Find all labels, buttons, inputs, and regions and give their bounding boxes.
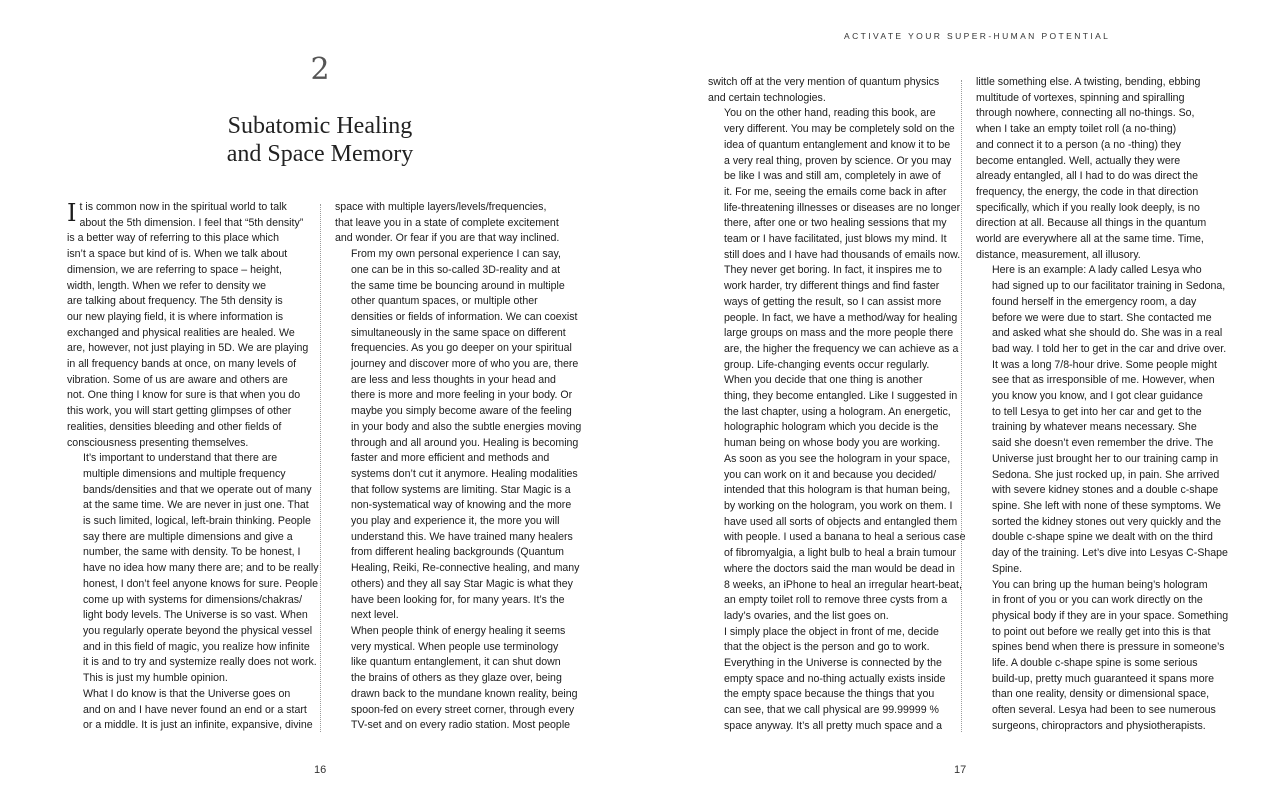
text-line: As soon as you see the hologram in your space, [724,452,951,465]
text-line: come up with systems for dimensions/chakras/ [83,593,303,606]
text-line: other quantum spaces, or multiple other [351,295,538,308]
text-line: life. A double c-shape spine is some serious [992,657,1198,670]
text-line: switch off at the very mention of quantum physics [708,76,940,88]
text-line: is a better way of referring to this place which [67,232,279,245]
text-line: work harder, try different things and find faster [724,280,940,293]
text-line: spines bend when there is pressure in someone’s [992,641,1225,654]
text-line: Universe just brought her to our training camp in [992,452,1219,465]
text-line: physical body if they are in your space. Something [992,609,1229,622]
left-page-column-2 [335,200,582,734]
text-line: before we were due to start. She contacted me [992,311,1212,324]
text-line: and certain technologies. [708,91,826,104]
paragraph [335,200,575,247]
text-line: our new playing field, it is where information is [67,310,284,323]
paragraph [708,373,966,624]
text-line: multitude of vortexes, spinning and spiralling [976,91,1185,104]
text-line: had signed up to our facilitator training in Sedona, [992,280,1226,293]
text-line: very mystical. When people use terminology [351,640,559,653]
text-line: team or I have facilitated, just blows my mind. It [724,233,947,246]
text-line: very different. You may be completely sold on the [724,123,955,136]
text-line: multiple dimensions and multiple frequency [83,467,286,480]
left-page-column-1 [67,199,319,734]
text-line: Here is an example: A lady called Lesya who [992,264,1202,277]
paragraph [335,624,578,734]
text-line: see that as irresponsible of me. However, when [992,374,1215,387]
text-line: direction at all. Because all things in the quantum [976,217,1207,230]
text-line: the brains of others as they glaze over, being [351,672,562,685]
text-line: are, the higher the frequency we can achieve as a [724,342,959,355]
paragraph [335,247,582,624]
text-line: frequency, the energy, the code in that direction [976,185,1199,198]
text-line: say there are multiple dimensions and give a [83,530,293,543]
text-line: surgeons, chiropractors and physiotherapists. [992,719,1206,732]
chapter-title-line: and Space Memory [226,141,414,167]
text-line: and wonder. Or fear if you are that way inclined. [335,232,560,245]
text-line: to tell Lesya to get into her car and get to the [992,405,1202,418]
text-line: be like I was and still am, completely in awe of [724,170,941,183]
text-line: bad way. I told her to get in the car and drive over. [992,342,1227,355]
text-line: like quantum entanglement, it can shut down [351,656,561,669]
text-line: you play and experience it, the more you will [351,515,560,528]
text-line: Spine. [992,562,1023,575]
text-line: It’s important to understand that there are [83,452,278,465]
text-line: are talking about frequency. The 5th density is [67,295,283,308]
text-line: in your body and also the subtle energies moving [351,420,582,433]
text-line: from different healing backgrounds (Quantum [351,546,564,559]
text-line: it is and to try and systemize really does not work. [83,656,317,669]
text-line: consciousness presenting themselves. [67,436,249,449]
text-line: found herself in the emergency room, a day [992,295,1197,308]
paragraph [708,75,948,106]
text-line: about the 5th dimension. I feel that “5th density” [79,216,304,229]
text-line: become entangled. Well, actually they were [976,154,1181,167]
text-line: They never get boring. In fact, it inspires me to [724,264,942,277]
paragraph [976,75,1216,263]
text-line: Healing, Reiki, Re-connective healing, and many [351,562,580,575]
text-line: in front of you or you can work directly on the [992,594,1203,607]
text-line: a very real thing, proven by science. Or you may [724,154,952,167]
paragraph [976,263,1228,577]
text-line: When people think of energy healing it seems [351,624,566,637]
text-line: specifically, which if you really look deeply, is no [976,201,1200,214]
text-line: group. Life-changing events occur regularly. [724,358,930,371]
text-line: sorted the kidney stones out very quickly and the [992,515,1222,528]
text-line: next level. [351,609,399,622]
text-line: honest, I don’t feel anyone knows for sure. People [83,577,318,590]
text-line: vibration. Some of us are aware and others are [67,373,288,386]
text-line: the same time be bouncing around in multiple [351,279,565,292]
column-divider [320,204,321,732]
text-line: This is just my humble opinion. [83,672,228,685]
text-line: of fibromyalgia, a light bulb to heal a brain tumour [724,547,957,560]
text-line: there is more and more feeling in your body. Or [351,389,573,402]
text-line: are less and less thoughts in your head and [351,373,556,386]
text-line: holographic hologram which you decide is the [724,421,939,434]
page-number-right: 17 [954,764,967,776]
text-line: through nowhere, connecting all no-things. So, [976,107,1195,120]
text-line: large groups on mass and the more people there [724,327,954,340]
text-line: journey and discover more of who you are, there [351,358,579,371]
text-line: and on and I have never found an end or a start [83,703,307,716]
text-line: dimension, we are referring to space – height, [67,263,282,276]
text-line: there, after one or two healing sessions that my [724,217,947,230]
text-line: human being on whose body you are working. [724,437,941,450]
paragraph [67,200,307,451]
text-line: empty space and no-thing actually exists inside [724,672,946,685]
text-line: in all frequency bands at once, on many levels of [67,358,297,371]
text-line: one can be in this so-called 3D-reality and at [351,263,561,276]
text-line: bands/densities and that we operate out of many [83,483,312,496]
chapter-title-line: Subatomic Healing [227,113,413,139]
text-line: TV-set and on every radio station. Most people [351,719,571,732]
text-line: often several. Lesya had been to see numerous [992,704,1216,717]
text-line: and asked what she should do. She was in a real [992,327,1223,340]
text-line: people. In fact, we have a method/way for healing [724,311,958,324]
text-line: or a middle. It is just an infinite, expansive, divine [83,719,313,732]
chapter-title [0,112,640,168]
text-line: t is common now in the spiritual world to talk [79,201,287,213]
text-line: idea of quantum entanglement and know it to be [724,138,951,151]
text-line: distance, measurement, all illusory. [976,248,1141,261]
text-line: is such limited, logical, left-brain thinking. People [83,515,311,528]
text-line: When you decide that one thing is another [724,374,923,387]
text-line: thing, they become entangled. Like I suggested in [724,390,958,403]
text-line: densities or fields of information. We can coexist [351,310,578,323]
text-line: non-systematical way of knowing and the more [351,499,572,512]
text-line: simultaneously in the same space on different [351,326,566,339]
text-line: drawn back to the mundane known reality, being [351,687,578,700]
text-line: I simply place the object in front of me, decide [724,625,939,638]
text-line: that the object is the person and go to work. [724,641,930,654]
text-line: space with multiple layers/levels/frequencies, [335,201,547,213]
text-line: you can work on it and because you decided/ [724,468,937,481]
text-line: the last chapter, using a hologram. An energetic, [724,405,951,418]
text-line: that leave you in a state of complete excitement [335,216,559,229]
text-line: You on the other hand, reading this book, are [724,107,936,120]
right-page-column-1 [708,75,966,735]
column-divider [961,80,962,732]
text-line: space anyway. It’s all pretty much space and a [724,719,943,732]
text-line: already entangled, all I had to do was direct the [976,170,1199,183]
text-line: lady’s ovaries, and the list goes on. [724,609,889,622]
text-line: with people. I used a banana to heal a serious case [724,531,966,544]
text-line: others) and they all say Star Magic is what they [351,577,573,590]
text-line: you regularly operate beyond the physical vessel [83,624,313,637]
paragraph [708,625,948,735]
text-line: through and all around you. Healing is becoming [351,436,579,449]
text-line: You can bring up the human being’s hologram [992,578,1208,591]
text-line: faster and more efficient and methods and [351,452,550,465]
text-line: little something else. A twisting, bending, ebbing [976,76,1201,88]
paragraph [708,106,961,373]
text-line: are, however, not just playing in 5D. We are playing [67,342,309,355]
text-line: light body levels. The Universe is so vast. When [83,609,308,622]
text-line: From my own personal experience I can say, [351,248,562,261]
chapter-number: 2 [310,52,330,87]
paragraph [976,578,1229,735]
drop-cap: I [67,199,77,227]
text-line: have used all sorts of objects and entangled them [724,515,958,528]
page-number-left: 16 [314,764,327,776]
text-line: by working on the hologram, you work on them. I [724,499,953,512]
text-line: said she doesn’t even remember the drive. The [992,437,1214,450]
text-line: Sedona. She just rocked up, in pain. She arrived [992,468,1220,481]
text-line: understand this. We have trained many healers [351,530,573,543]
text-line: spoon-fed on every street corner, through every [351,703,575,716]
text-line: than one reality, density or dimensional space, [992,688,1210,701]
text-line: it. For me, seeing the emails come back in after [724,185,947,198]
text-line: when I take an empty toilet roll (a no-thing) [976,123,1177,136]
text-line: can see, that we call physical are 99.99999 % [724,704,939,717]
text-line: not. One thing I know for sure is that when you do [67,389,301,402]
text-line: day of the training. Let’s dive into Lesyas C-Shape [992,547,1228,560]
text-line: spine. She left with none of these symptoms. We [992,499,1221,512]
text-line: double c-shape spine we dealt with on the third [992,531,1213,544]
text-line: exchanged and physical realities are healed. We [67,326,295,339]
text-line: What I do know is that the Universe goes on [83,687,291,700]
text-line: Everything in the Universe is connected by the [724,657,942,670]
text-line: number, the same with density. To be honest, I [83,546,301,559]
text-line: and connect it to a person (a no -thing) they [976,138,1181,151]
text-line: with severe kidney stones and a double c-shape [992,484,1219,497]
text-line: this work, you will start getting glimpses of other [67,405,292,418]
text-line: build-up, pretty much guaranteed it spans more [992,672,1215,685]
text-line: ways of getting the result, so I can assist more [724,295,942,308]
text-line: and in this field of magic, you realize how infinite [83,640,310,653]
text-line: to point out before we really get into this is that [992,625,1211,638]
text-line: width, length. When we refer to density we [67,279,267,292]
text-line: still does and I have had thousands of emails now. [724,248,961,261]
text-line: where the doctors said the man would be dead in [724,562,955,575]
text-line: frequencies. As you go deeper on your spiritual [351,342,572,355]
text-line: realities, densities bleeding and other fields of [67,420,282,433]
text-line: an empty toilet roll to remove three cysts from a [724,594,948,607]
text-line: isn’t a space but kind of is. When we talk about [67,248,288,261]
text-line: intended that this hologram is that human being, [724,484,951,497]
text-line: you know you know, and I got clear guidance [992,390,1203,403]
paragraph [67,687,313,734]
text-line: 8 weeks, an iPhone to heal an irregular heart-beat, [724,578,962,591]
text-line: world are everywhere all at the same time. Time, [976,233,1204,246]
text-line: have been looking for, for many years. It’s the [351,593,565,606]
text-line: training by whatever means necessary. She [992,421,1197,434]
text-line: at the same time. We are never in just one. That [83,499,309,512]
text-line: maybe you simply become aware of the feeling [351,405,572,418]
paragraph [67,451,319,687]
text-line: systems don’t cut it anymore. Healing modalities [351,467,578,480]
text-line: the empty space because the things that you [724,688,935,701]
text-line: It was a long 7/8-hour drive. Some people might [992,358,1217,371]
text-line: have no idea how many there are; and to be really [83,562,319,575]
text-line: life-threatening illnesses or diseases are no longer [724,201,961,214]
right-page-column-2 [976,75,1229,735]
running-head: ACTIVATE YOUR SUPER-HUMAN POTENTIAL [844,31,1111,41]
text-line: that follow systems are limiting. Star Magic is a [351,483,571,496]
